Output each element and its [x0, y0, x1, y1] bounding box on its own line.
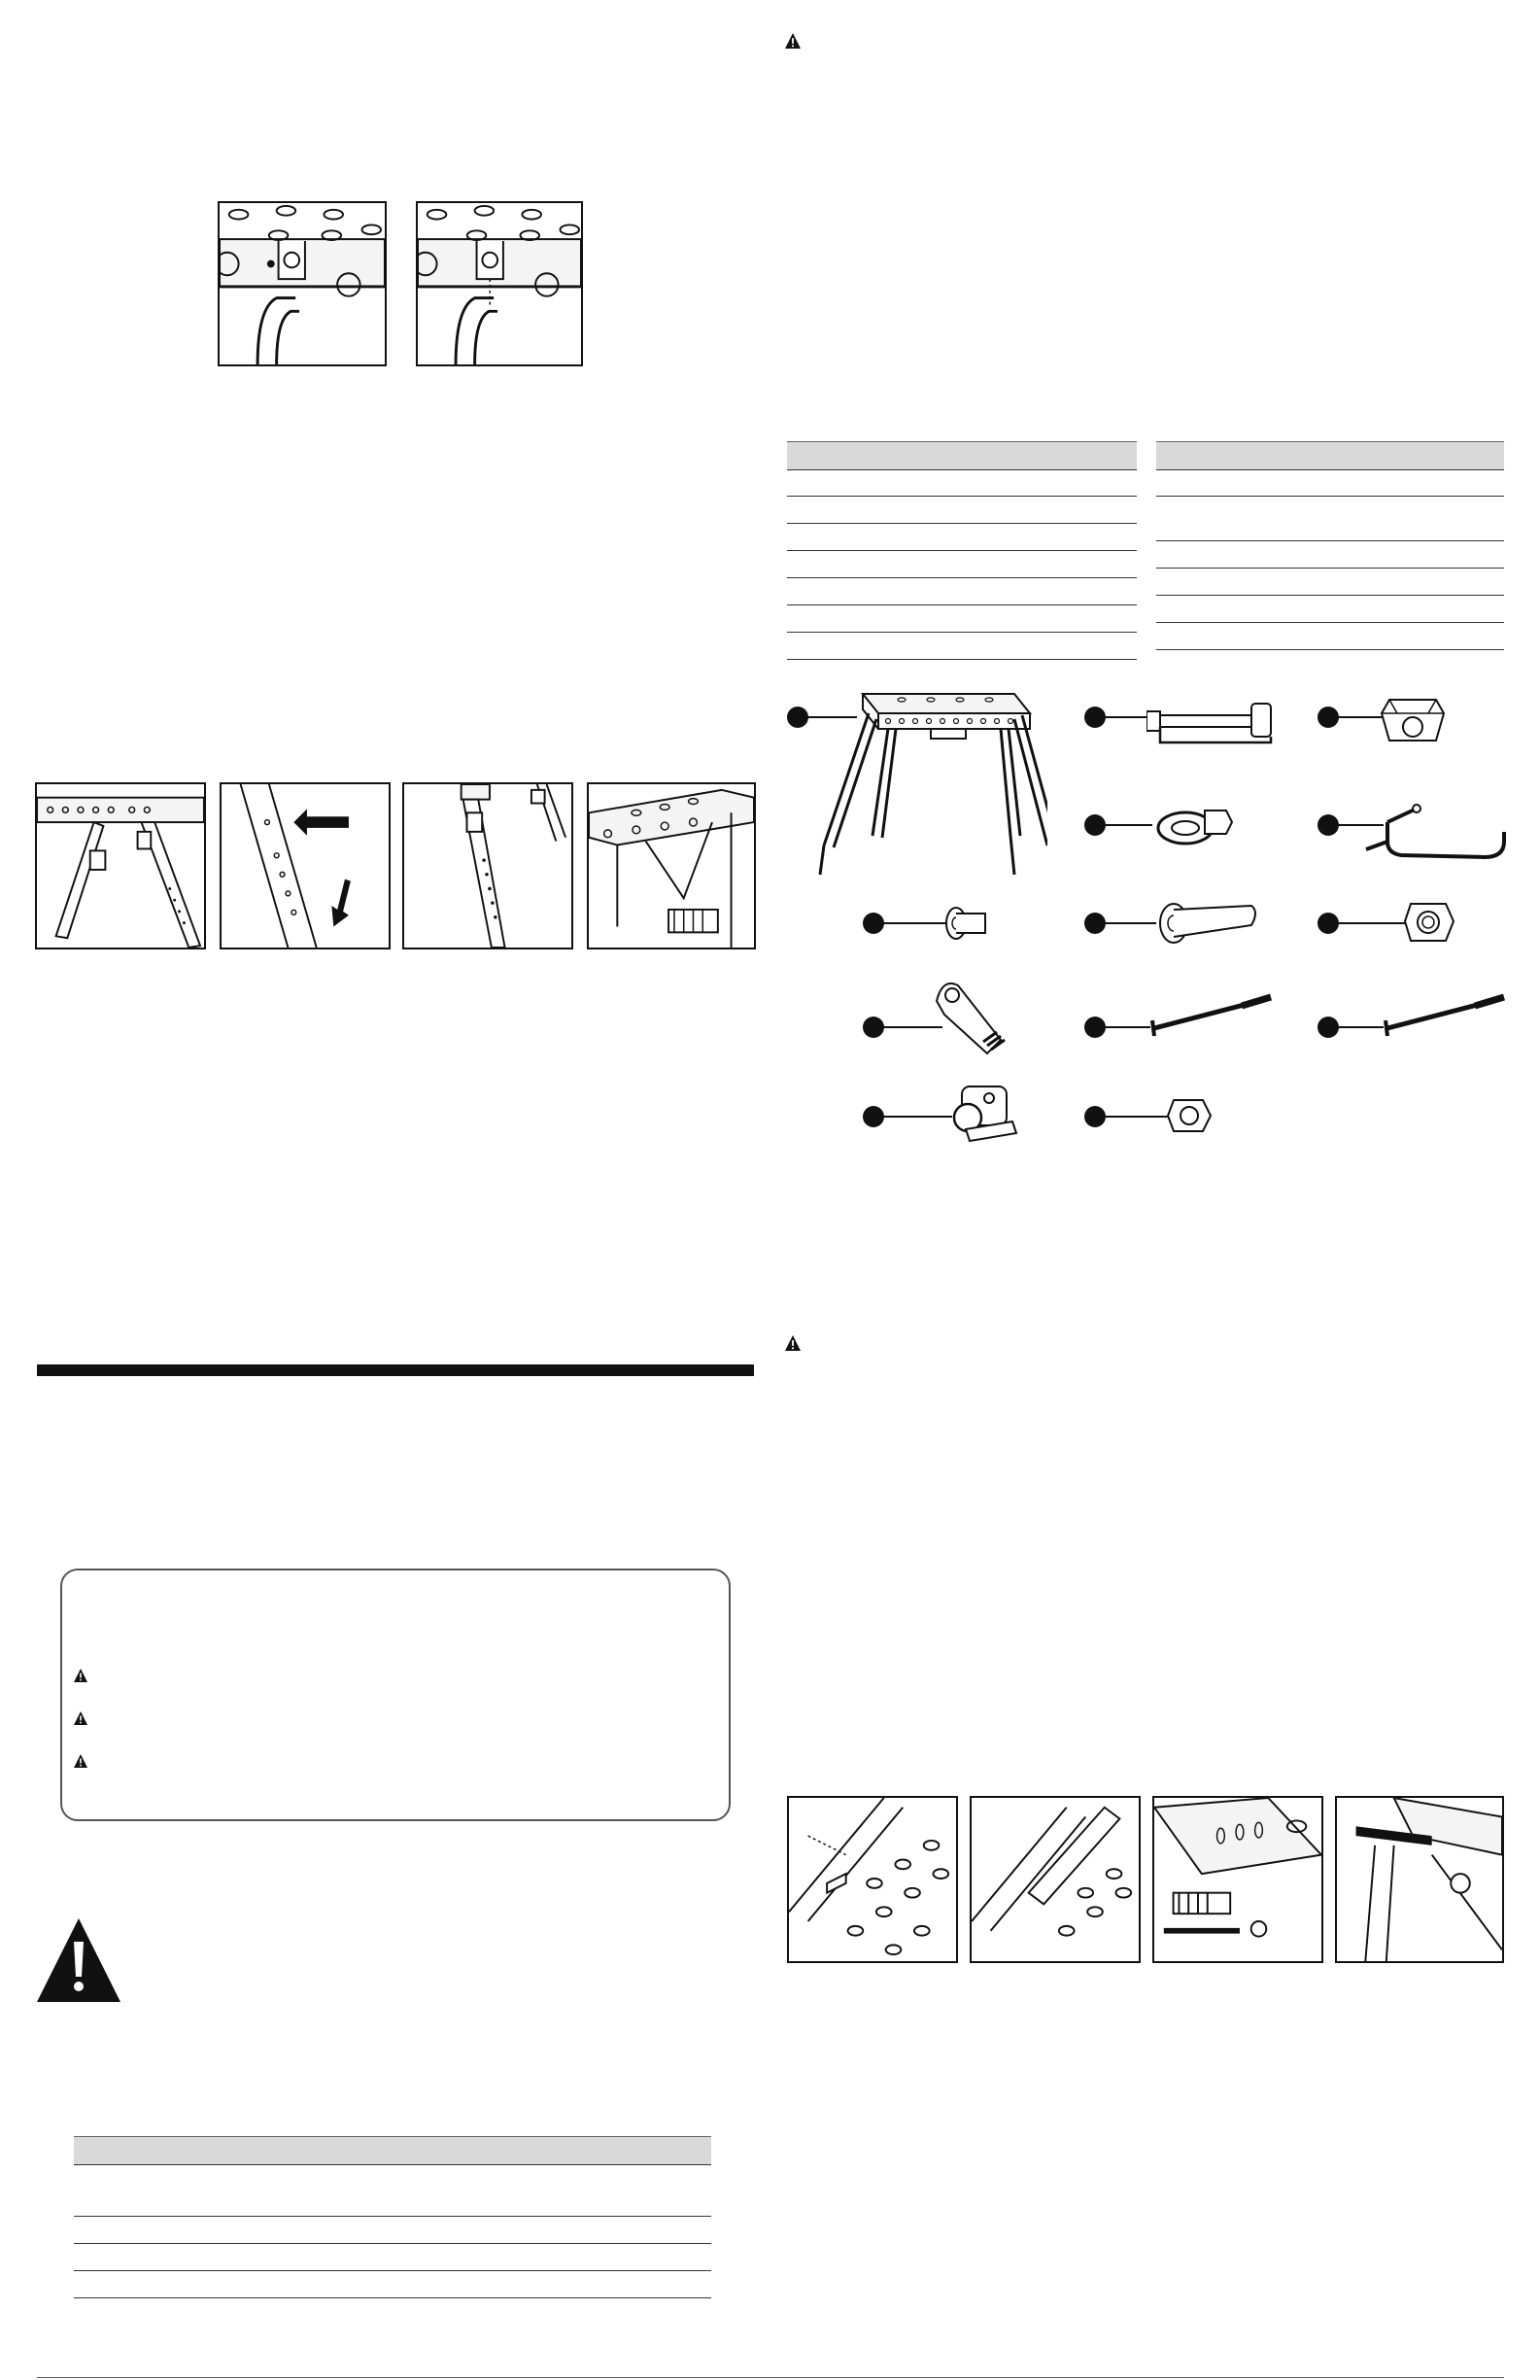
parts-table-a-row-rule [787, 632, 1137, 633]
parts-table-a-row-rule [787, 550, 1137, 551]
part-callout-eye-nut [1084, 814, 1106, 836]
clamp-installed-figure [1335, 1796, 1504, 1963]
part-callout-bent-rod [1318, 814, 1339, 836]
part-leader [882, 922, 948, 924]
foot-bracket-illustration [589, 784, 754, 948]
parts-table-b-row-rule [1156, 595, 1504, 596]
warning-triangle-icon [74, 1754, 87, 1768]
part-callout-small-nut [1084, 1106, 1106, 1127]
pin-removed-illustration [418, 203, 581, 364]
workbench-part-image [795, 680, 1047, 884]
parts-table-a-row-rule [787, 604, 1137, 605]
clamp-handle-part-image [1146, 692, 1283, 750]
part-callout-threaded-rod-b [1318, 1017, 1339, 1038]
warning-triangle-icon [74, 1711, 87, 1725]
part-callout-pipe-clamp [863, 1106, 884, 1127]
threaded-rod-b-part-image [1378, 982, 1514, 1050]
long-bolt-part-image [1150, 898, 1267, 947]
parts-table-b-row-rule [1156, 496, 1504, 497]
lever-cam-part-image [923, 972, 1010, 1059]
left-table-header [74, 2136, 711, 2165]
leg-unfolded-figure [35, 782, 206, 949]
parts-table-a-row-rule [787, 496, 1137, 497]
flange-bolt-part-image [942, 902, 1001, 945]
section-divider-bar [37, 1364, 754, 1376]
warning-triangle-icon [785, 33, 801, 49]
left-table-row-rule [74, 2243, 711, 2244]
part-leader [1104, 1026, 1150, 1028]
clamp-slot-figure [787, 1796, 958, 1963]
leg-unfolded-illustration [37, 784, 204, 948]
left-table-row-rule [74, 2216, 711, 2217]
part-callout-long-bolt [1084, 913, 1106, 934]
page-bottom-rule [37, 2377, 1504, 2378]
lock-nut-part-image [1403, 898, 1457, 947]
parts-table-b-row-rule [1156, 540, 1504, 541]
large-exclamation-warning-icon [37, 1918, 120, 2002]
parts-table-a-row-rule [787, 577, 1137, 578]
part-callout-clamp-handle [1084, 707, 1106, 728]
part-leader [1104, 1116, 1172, 1118]
part-leader [882, 1116, 952, 1118]
pin-removed-figure [416, 201, 583, 366]
threaded-rod-a-part-image [1145, 982, 1281, 1050]
leg-hole-push-illustration [222, 784, 389, 948]
pipe-clamp-part-image [944, 1079, 1022, 1147]
clamp-insert-figure [970, 1796, 1141, 1963]
left-table-row-rule [74, 2297, 711, 2298]
eye-nut-part-image [1146, 795, 1244, 853]
leg-extended-illustration [404, 784, 571, 948]
part-leader [1337, 922, 1409, 924]
clamp-tighten-illustration [1154, 1798, 1321, 1961]
clamp-insert-illustration [972, 1798, 1139, 1961]
part-callout-flange-bolt [863, 913, 884, 934]
warning-triangle-icon [785, 1335, 801, 1351]
small-nut-part-image [1166, 1094, 1215, 1137]
left-table-row-rule [74, 2270, 711, 2271]
warning-triangle-icon [74, 1669, 87, 1682]
bent-rod-part-image [1358, 803, 1514, 871]
part-leader [1104, 824, 1152, 826]
clamp-slot-illustration [789, 1798, 956, 1961]
pin-inserted-figure [218, 201, 387, 366]
clamp-tighten-figure [1152, 1796, 1323, 1963]
parts-table-b-row-rule [1156, 649, 1504, 650]
part-leader [1337, 1026, 1384, 1028]
foot-bracket-figure [587, 782, 756, 949]
parts-table-a-row-rule [787, 523, 1137, 524]
hex-nut-large-part-image [1380, 692, 1448, 750]
part-callout-hex-nut-large [1318, 707, 1339, 728]
notice-box [60, 1569, 731, 1821]
leg-extended-figure [402, 782, 573, 949]
clamp-installed-illustration [1337, 1798, 1502, 1961]
parts-table-a-header [787, 441, 1137, 470]
parts-table-b-header [1156, 441, 1504, 470]
part-leader [1104, 922, 1156, 924]
parts-table-b-row-rule [1156, 568, 1504, 569]
parts-table-b-row-rule [1156, 622, 1504, 623]
part-leader [1337, 716, 1384, 718]
leg-hole-push-figure [220, 782, 391, 949]
part-callout-lock-nut [1318, 913, 1339, 934]
pin-inserted-illustration [220, 203, 385, 364]
part-leader [1104, 716, 1152, 718]
parts-table-a-row-rule [787, 659, 1137, 660]
part-callout-lever-cam [863, 1017, 884, 1038]
part-callout-threaded-rod-a [1084, 1017, 1106, 1038]
